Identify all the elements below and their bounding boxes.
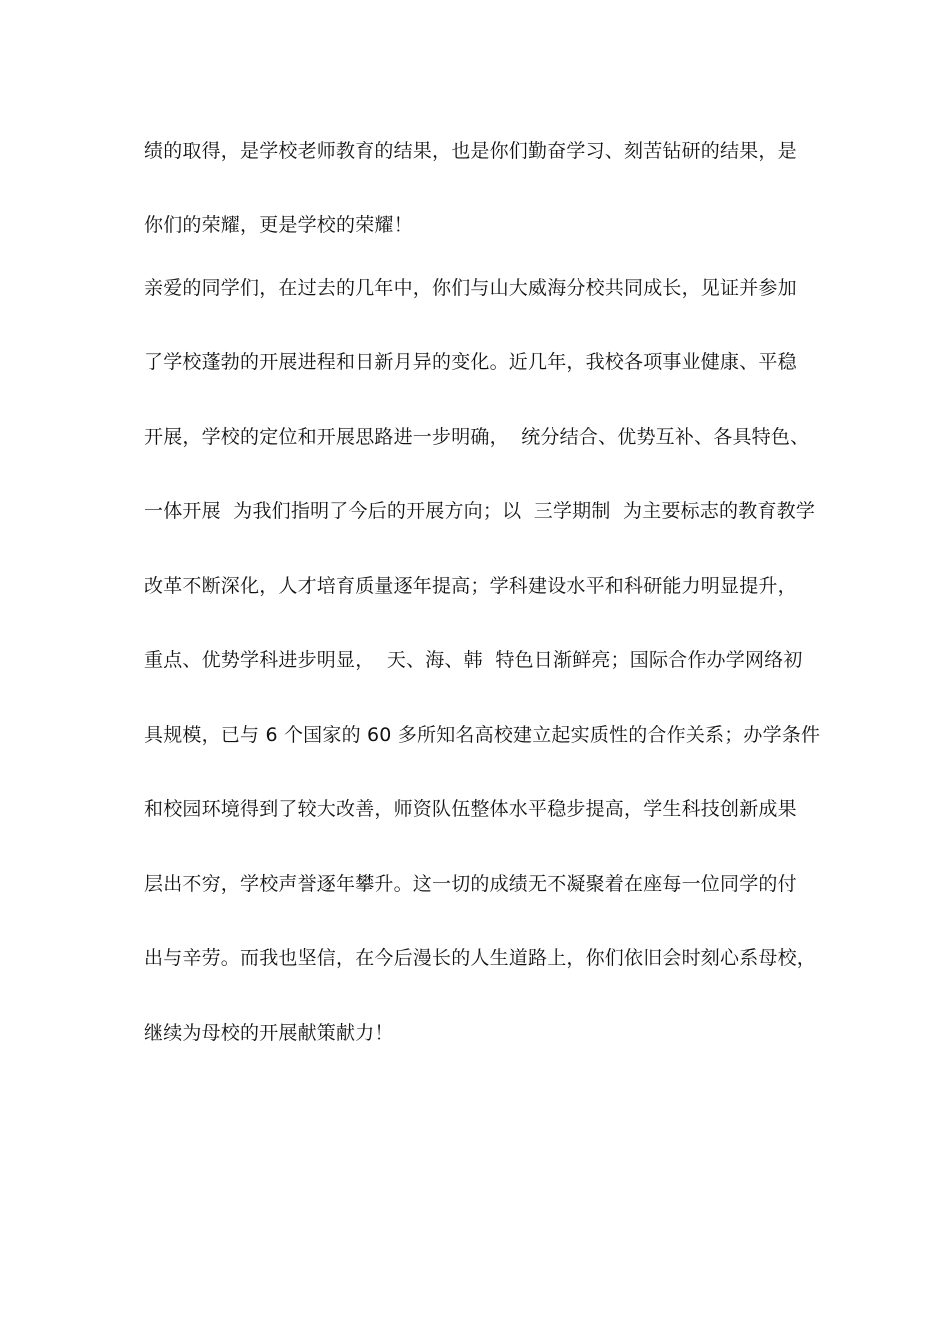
paragraph-2-line-2: 了学校蓬勃的开展进程和日新月异的变化。近几年，我校各项事业健康、平稳 xyxy=(144,351,797,373)
paragraph-2-line-4: 一体开展 为我们指明了今后的开展方向；以 三学期制 为主要标志的教育教学 xyxy=(144,500,816,522)
paragraph-2-line-3: 开展，学校的定位和开展思路进一步明确， 统分结合、优势互补、各具特色、 xyxy=(144,426,810,448)
paragraph-2-line-11: 继续为母校的开展献策献力！ xyxy=(144,1022,394,1044)
paragraph-1-line-1: 绩的取得，是学校老师教育的结果，也是你们勤奋学习、刻苦钻研的结果，是 xyxy=(144,140,797,162)
paragraph-2-line-9: 层出不穷，学校声誉逐年攀升。这一切的成绩无不凝聚着在座每一位同学的付 xyxy=(144,873,797,895)
paragraph-2-line-7: 具规模，已与 6 个国家的 60 多所知名高校建立起实质性的合作关系；办学条件 xyxy=(144,724,821,746)
paragraph-2-line-10: 出与辛劳。而我也坚信，在今后漫长的人生道路上，你们依旧会时刻心系母校， xyxy=(144,947,817,969)
paragraph-2-line-6: 重点、优势学科进步明显， 天、海、韩 特色日渐鲜亮；国际合作办学网络初 xyxy=(144,649,803,671)
paragraph-2-line-5: 改革不断深化，人才培育质量逐年提高；学科建设水平和科研能力明显提升， xyxy=(144,575,797,597)
paragraph-2-line-8: 和校园环境得到了较大改善，师资队伍整体水平稳步提高，学生科技创新成果 xyxy=(144,798,797,820)
paragraph-2-line-1: 亲爱的同学们，在过去的几年中，你们与山大威海分校共同成长，见证并参加 xyxy=(144,277,797,299)
paragraph-1-line-2: 你们的荣耀，更是学校的荣耀！ xyxy=(144,214,413,236)
